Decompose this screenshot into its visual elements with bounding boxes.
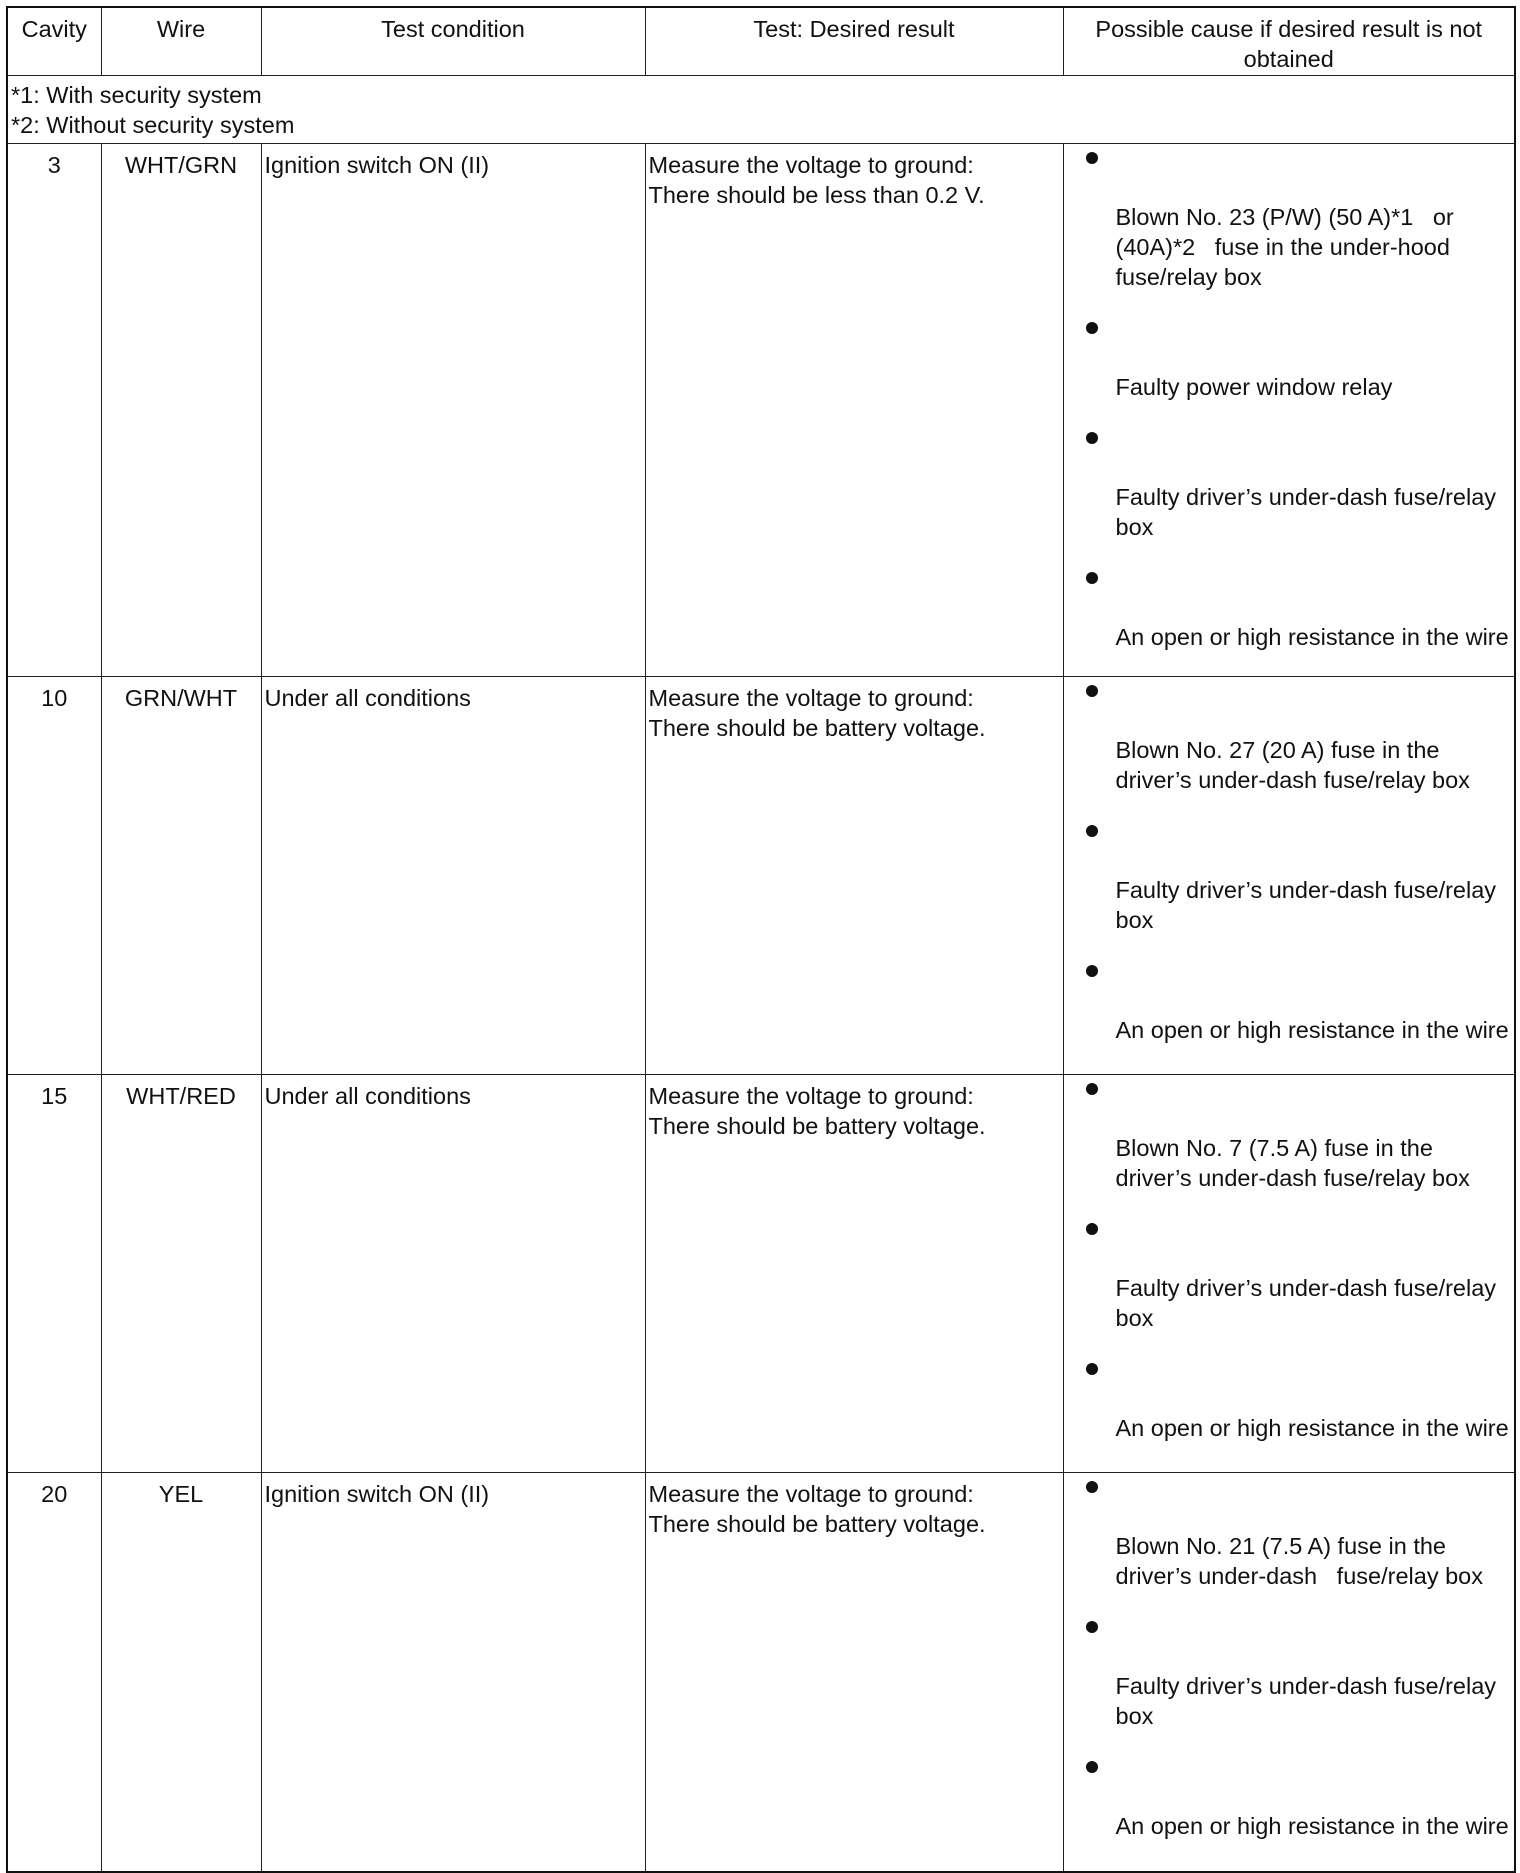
result-line: Measure the voltage to ground: xyxy=(648,1480,974,1507)
bullet-icon xyxy=(1086,965,1098,977)
bullet-icon xyxy=(1086,1481,1098,1493)
desired-result-cell xyxy=(645,676,1063,1074)
cause-text: Faulty driver’s under-dash fuse/relay box xyxy=(1115,876,1503,933)
desired-result-cell xyxy=(645,1074,1063,1472)
table-row xyxy=(7,1472,1515,1872)
notes-cell xyxy=(7,75,1515,143)
cause-item xyxy=(1078,1761,1511,1841)
bullet-icon xyxy=(1086,1083,1098,1095)
header-possible-cause: Possible cause if desired result is not obtained xyxy=(1063,7,1515,75)
bullet-icon xyxy=(1086,1621,1098,1633)
note-security: *1: With security system xyxy=(11,81,262,108)
bullet-icon xyxy=(1086,1363,1098,1375)
cause-item xyxy=(1078,322,1511,402)
cause-item xyxy=(1078,152,1511,292)
cavity-cell: 15 xyxy=(7,1074,101,1472)
bullet-icon xyxy=(1086,322,1098,334)
cause-item xyxy=(1078,572,1511,652)
desired-result-cell xyxy=(645,1472,1063,1872)
cause-item xyxy=(1078,1621,1511,1731)
cause-item xyxy=(1078,1363,1511,1443)
header-desired-result: Test: Desired result xyxy=(645,7,1063,75)
header-test-condition: Test condition xyxy=(261,7,645,75)
cause-item xyxy=(1078,965,1511,1045)
result-line: There should be battery voltage. xyxy=(648,1112,986,1139)
result-line: There should be less than 0.2 V. xyxy=(648,181,985,208)
result-line: Measure the voltage to ground: xyxy=(648,151,974,178)
table-row xyxy=(7,143,1515,676)
result-line: Measure the voltage to ground: xyxy=(648,1082,974,1109)
cavity-cell: 3 xyxy=(7,143,101,676)
cause-text: Blown No. 23 (P/W) (50 A)*1 or (40A)*2 fuse in the under-hood fuse/relay box xyxy=(1115,203,1461,290)
possible-cause-cell xyxy=(1063,143,1515,676)
cause-text: Faulty driver’s under-dash fuse/relay box xyxy=(1115,1672,1503,1729)
result-line: There should be battery voltage. xyxy=(648,1510,986,1537)
test-condition-cell: Under all conditions xyxy=(261,676,645,1074)
cause-item xyxy=(1078,685,1511,795)
cavity-cell: 20 xyxy=(7,1472,101,1872)
bullet-icon xyxy=(1086,152,1098,164)
cause-text: Blown No. 7 (7.5 A) fuse in the driver’s under-dash fuse/relay box xyxy=(1115,1134,1470,1191)
cause-item xyxy=(1078,1083,1511,1193)
wire-cell: WHT/RED xyxy=(101,1074,261,1472)
wire-cell: GRN/WHT xyxy=(101,676,261,1074)
cause-text: Blown No. 27 (20 A) fuse in the driver’s under-dash fuse/relay box xyxy=(1115,736,1470,793)
bullet-icon xyxy=(1086,825,1098,837)
cause-item xyxy=(1078,1223,1511,1333)
table-row xyxy=(7,676,1515,1074)
possible-cause-cell xyxy=(1063,1074,1515,1472)
bullet-icon xyxy=(1086,1223,1098,1235)
result-line: There should be battery voltage. xyxy=(648,714,986,741)
cause-item xyxy=(1078,1481,1511,1591)
notes-row xyxy=(7,75,1515,143)
cause-item xyxy=(1078,432,1511,542)
cause-text: An open or high resistance in the wire xyxy=(1115,1812,1509,1839)
cause-text: Blown No. 21 (7.5 A) fuse in the driver’s under-dash fuse/relay box xyxy=(1115,1532,1483,1589)
cause-item xyxy=(1078,825,1511,935)
header-row xyxy=(7,7,1515,75)
header-cavity: Cavity xyxy=(7,7,101,75)
wire-cell: WHT/GRN xyxy=(101,143,261,676)
bullet-icon xyxy=(1086,685,1098,697)
desired-result-cell xyxy=(645,143,1063,676)
cause-text: An open or high resistance in the wire xyxy=(1115,1016,1509,1043)
cause-text: An open or high resistance in the wire xyxy=(1115,623,1509,650)
possible-cause-cell xyxy=(1063,1472,1515,1872)
note-no-security: *2: Without security system xyxy=(11,111,295,138)
test-condition-cell: Under all conditions xyxy=(261,1074,645,1472)
possible-cause-cell xyxy=(1063,676,1515,1074)
test-condition-cell: Ignition switch ON (II) xyxy=(261,143,645,676)
bullet-icon xyxy=(1086,572,1098,584)
cause-text: An open or high resistance in the wire xyxy=(1115,1414,1509,1441)
connector-test-table xyxy=(6,6,1516,1873)
table-row xyxy=(7,1074,1515,1472)
test-condition-cell: Ignition switch ON (II) xyxy=(261,1472,645,1872)
header-wire: Wire xyxy=(101,7,261,75)
cause-text: Faulty driver’s under-dash fuse/relay box xyxy=(1115,1274,1503,1331)
bullet-icon xyxy=(1086,1761,1098,1773)
cause-text: Faulty driver’s under-dash fuse/relay box xyxy=(1115,483,1503,540)
wire-cell: YEL xyxy=(101,1472,261,1872)
bullet-icon xyxy=(1086,432,1098,444)
cavity-cell: 10 xyxy=(7,676,101,1074)
cause-text: Faulty power window relay xyxy=(1115,373,1393,400)
result-line: Measure the voltage to ground: xyxy=(648,684,974,711)
